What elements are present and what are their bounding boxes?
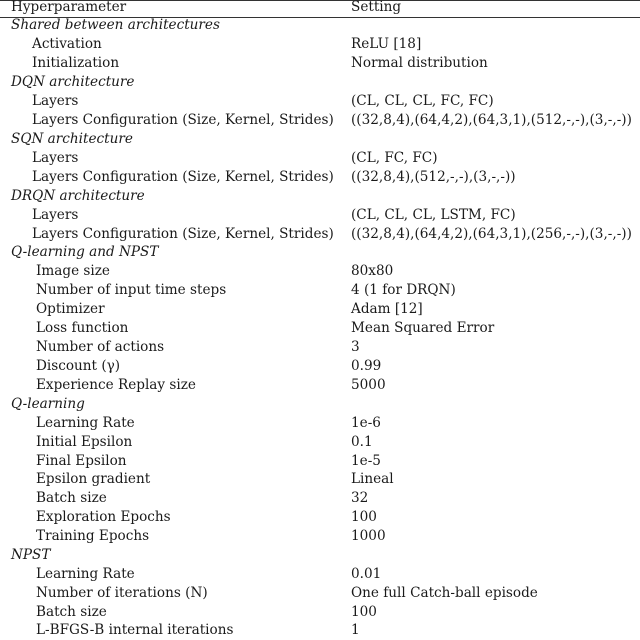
section-title: DRQN architecture: [11, 188, 145, 204]
table-row: Image size 80x80: [36, 263, 394, 279]
table-row: Batch size 100: [36, 604, 377, 620]
table-row: L-BFGS-B internal iterations 1: [36, 622, 360, 638]
table-header: [0, 0, 640, 17]
table-row: Number of iterations (N) One full Catch-ball episode: [36, 585, 538, 601]
table-row: Discount (γ) 0.99: [36, 358, 382, 374]
section-title: NPST: [11, 547, 51, 563]
header-setting: Setting: [351, 0, 402, 15]
section-title: SQN architecture: [11, 131, 133, 147]
table-row: Layers (CL, CL, CL, FC, FC): [32, 93, 494, 109]
table-row: Layers (CL, FC, FC): [32, 150, 438, 166]
table-row: Optimizer Adam [12]: [36, 301, 423, 317]
table-row: Layers Configuration (Size, Kernel, Strides) ((32,8,4),(512,-,-),(3,-,-)): [32, 169, 516, 185]
table-row: Layers Configuration (Size, Kernel, Strides) ((32,8,4),(64,4,2),(64,3,1),(512,-,-),(3,-,-)): [32, 112, 632, 128]
table-row: Layers Configuration (Size, Kernel, Strides) ((32,8,4),(64,4,2),(64,3,1),(256,-,-),(3,-,-)): [32, 226, 632, 242]
table-row: Initialization Normal distribution: [32, 55, 488, 71]
table-row: Final Epsilon 1e-5: [36, 453, 381, 469]
table-row: Exploration Epochs 100: [36, 509, 377, 525]
header-hyperparameter: Hyperparameter: [11, 0, 127, 15]
section-title: Q-learning: [11, 396, 85, 412]
table-row: Experience Replay size 5000: [36, 377, 386, 393]
section-title: Shared between architectures: [11, 17, 220, 33]
table-row: Learning Rate 1e-6: [36, 415, 381, 431]
table-row: Batch size 32: [36, 490, 369, 506]
table-row: Number of input time steps 4 (1 for DRQN): [36, 282, 456, 298]
table-row: Number of actions 3: [36, 339, 360, 355]
section-title: DQN architecture: [11, 74, 135, 90]
table-row: Learning Rate 0.01: [36, 566, 382, 582]
table-row: Training Epochs 1000: [36, 528, 386, 544]
table-row: Activation ReLU [18]: [32, 36, 422, 52]
section-title: Q-learning and NPST: [11, 244, 159, 260]
table-row: Initial Epsilon 0.1: [36, 434, 373, 450]
table-row: Epsilon gradient Lineal: [36, 471, 394, 487]
table-row: Loss function Mean Squared Error: [36, 320, 495, 336]
table-row: Layers (CL, CL, CL, LSTM, FC): [32, 207, 516, 223]
